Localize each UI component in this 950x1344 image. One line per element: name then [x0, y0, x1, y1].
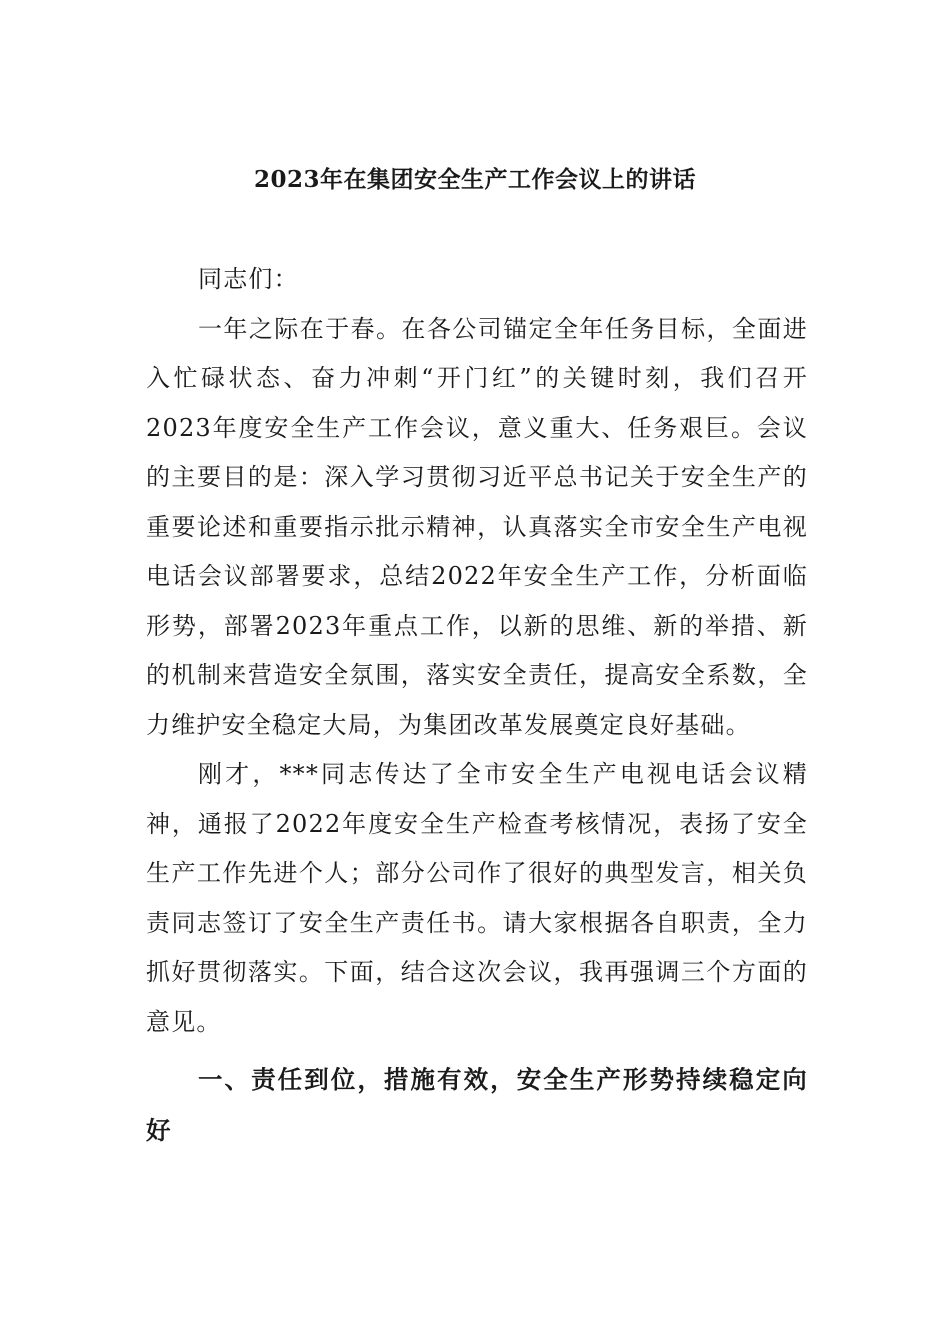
paragraph: 刚才，***同志传达了全市安全生产电视电话会议精神，通报了2022年度安全生产检查考核情况，表扬了安全生产工作先进个人；部分公司作了很好的典型发言，相关负责同志签订了安全生产责任书。请大家根据各自职责，全力抓好贯彻落实。下面，结合这次会议，我再强调三个方面的意见。: [146, 760, 808, 1036]
paragraph: 一年之际在于春。在各公司锚定全年任务目标，全面进入忙碌状态、奋力冲刺“开门红”的关键时刻，我们召开2023年度安全生产工作会议，意义重大、任务艰巨。会议的主要目的是：深入学习贯彻习近平总书记关于安全生产的重要论述和重要指示批示精神，认真落实全市安全生产电视电话会议部署要求，总结2022年安全生产工作，分析面临形势，部署2023年重点工作，以新的思维、新的举措、新的机制来营造安全氛围，落实安全责任，提高安全系数，全力维护安全稳定大局，为集团改革发展奠定良好基础。: [146, 314, 808, 739]
salutation: 同志们：: [198, 265, 299, 293]
document-title: 2023年在集团安全生产工作会议上的讲话: [253, 166, 696, 193]
document-body: [146, 255, 808, 1156]
section-heading: 一、责任到位，措施有效，安全生产形势持续稳定向好: [146, 1065, 808, 1145]
